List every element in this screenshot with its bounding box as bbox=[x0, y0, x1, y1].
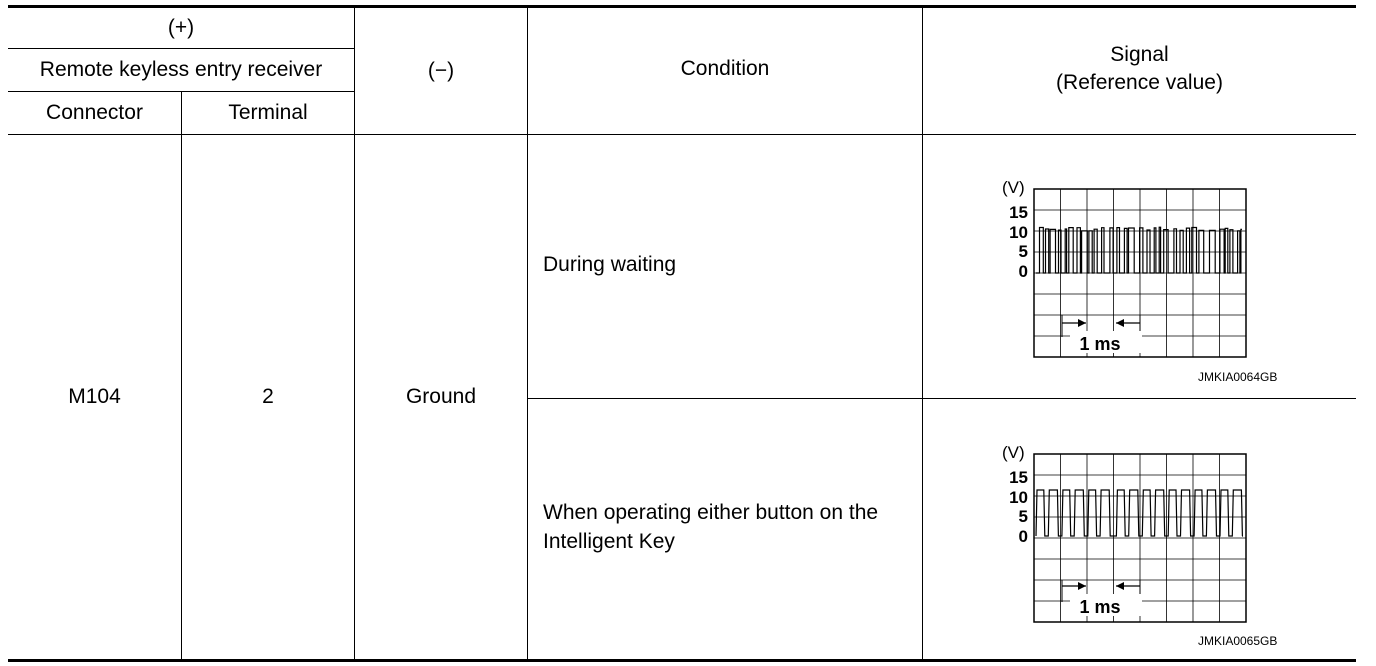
scope-y-tick-10: 10 bbox=[1009, 488, 1028, 507]
scope-y-tick-10: 10 bbox=[1009, 223, 1028, 242]
header-receiver: Remote keyless entry receiver bbox=[39, 58, 323, 81]
scope-unit: (V) bbox=[1002, 443, 1025, 462]
condition-operating bbox=[543, 498, 878, 556]
figure-code-waiting: JMKIA0064GB bbox=[1198, 370, 1278, 384]
scope-time-label: 1 ms bbox=[1079, 334, 1121, 354]
header-signal bbox=[923, 8, 1356, 130]
terminal-value: 2 bbox=[262, 385, 274, 408]
scope-y-tick-0: 0 bbox=[1018, 527, 1028, 546]
minus-value: Ground bbox=[405, 385, 477, 408]
oscilloscope-waiting bbox=[990, 175, 1260, 365]
oscilloscope-operating bbox=[990, 440, 1260, 630]
connector-value: M104 bbox=[68, 385, 121, 408]
condition-waiting bbox=[543, 250, 676, 279]
scope-waveform bbox=[1036, 490, 1242, 536]
scope-y-tick-15: 15 bbox=[1009, 203, 1028, 222]
scope-y-tick-5: 5 bbox=[1018, 507, 1028, 526]
header-terminal: Terminal bbox=[228, 101, 308, 124]
header-connector: Connector bbox=[46, 101, 143, 124]
header-minus: (−) bbox=[427, 59, 455, 82]
header-plus: (+) bbox=[167, 16, 195, 39]
condition-operating-line1: When operating either button on the bbox=[543, 501, 879, 524]
scope-y-tick-5: 5 bbox=[1018, 242, 1028, 261]
condition-operating-line2: Intelligent Key bbox=[543, 530, 675, 553]
scope-waveform bbox=[1036, 227, 1242, 273]
scope-y-tick-15: 15 bbox=[1009, 468, 1028, 487]
table-border-bottom bbox=[8, 659, 1356, 662]
header-signal-line1: Signal bbox=[1110, 43, 1169, 66]
scope-y-tick-0: 0 bbox=[1018, 262, 1028, 281]
scope-time-label: 1 ms bbox=[1079, 597, 1121, 617]
figure-code-operating: JMKIA0065GB bbox=[1198, 634, 1278, 648]
scope-unit: (V) bbox=[1002, 178, 1025, 197]
condition-waiting-line1: During waiting bbox=[543, 253, 677, 276]
condition-divider bbox=[527, 398, 1356, 399]
header-signal-line2: (Reference value) bbox=[1056, 71, 1223, 94]
header-condition: Condition bbox=[680, 57, 770, 80]
